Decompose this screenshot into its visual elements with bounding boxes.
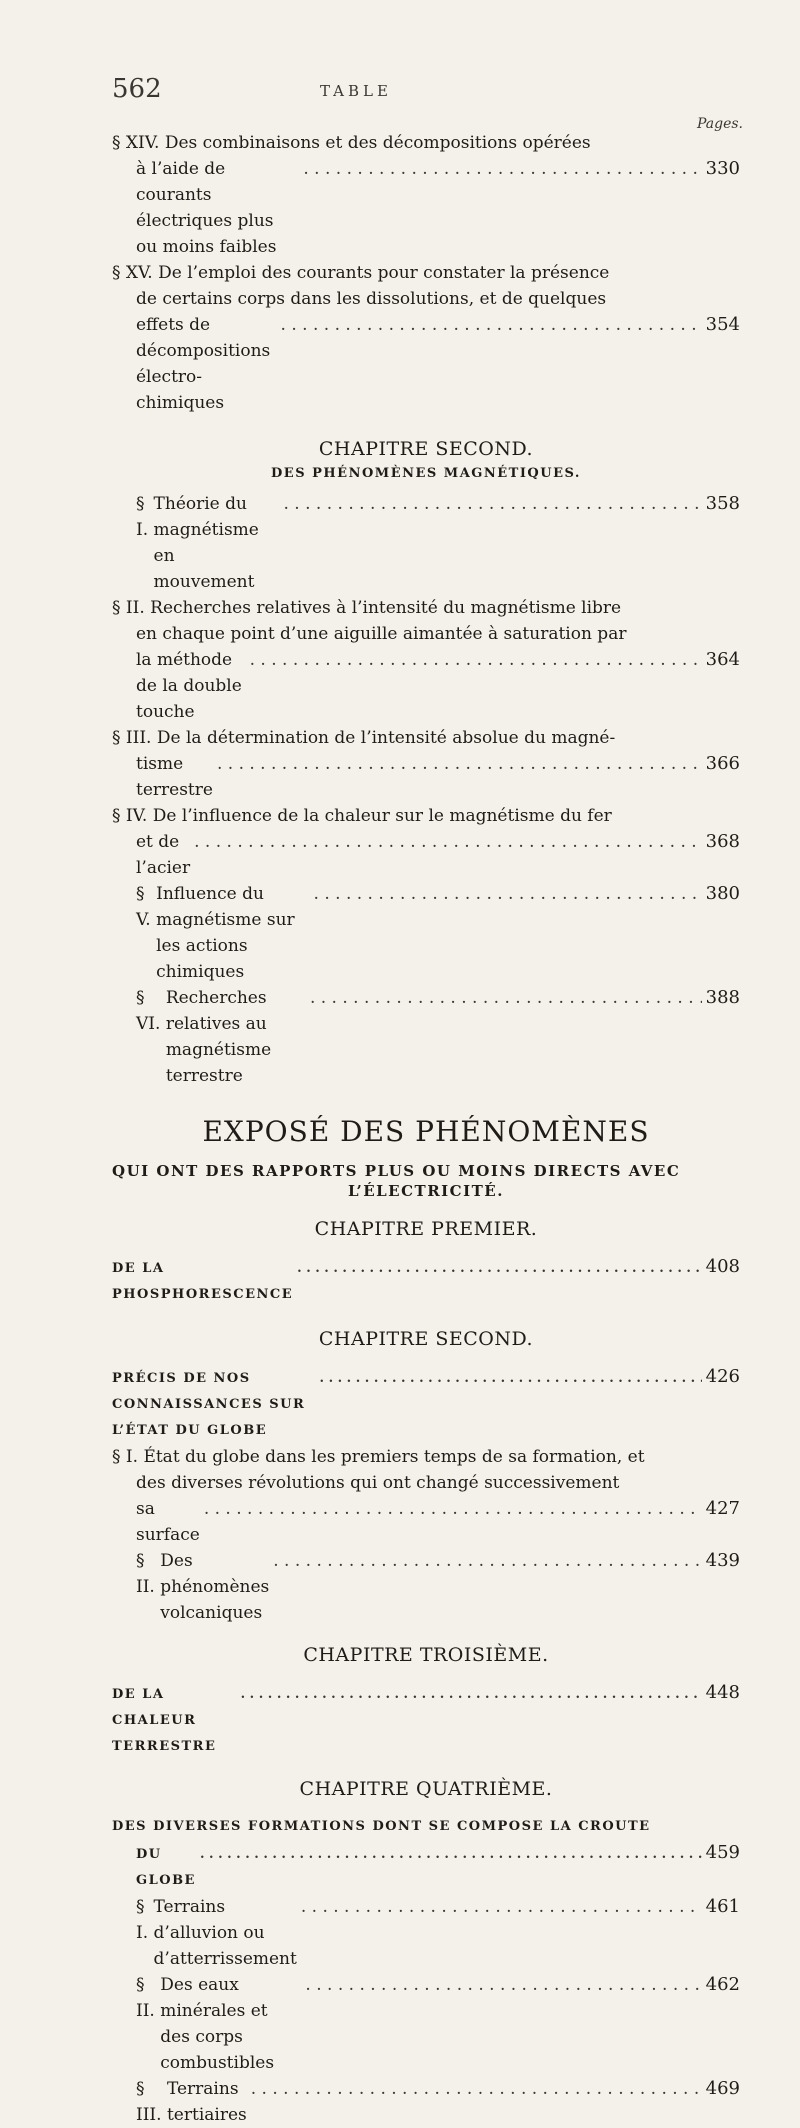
entry-text-line1: DES DIVERSES FORMATIONS DONT SE COMPOSE LA CROUTE bbox=[112, 1819, 651, 1834]
table-of-contents bbox=[112, 130, 740, 2128]
entry-text-cont: à l’aide de courants électriques plus ou moins faibles bbox=[136, 159, 277, 257]
leader-dots bbox=[281, 312, 702, 338]
leader-dots bbox=[320, 1366, 702, 1392]
entry-text: Recherches relatives à l’intensité du magnétisme libre bbox=[150, 598, 622, 618]
toc-entry bbox=[112, 881, 740, 985]
leader-dots bbox=[297, 1256, 702, 1282]
leader-dots bbox=[194, 829, 702, 855]
entry-text: Des eaux minérales et des corps combustibles bbox=[160, 1975, 275, 2073]
toc-entry bbox=[112, 491, 740, 595]
part-title: EXPOSÉ DES PHÉNOMÈNES bbox=[202, 1115, 650, 1148]
leader-dots bbox=[251, 2076, 702, 2102]
entry-text-cont2: des diverses révolutions qui ont changé successivement bbox=[136, 1473, 620, 1493]
toc-entry bbox=[112, 803, 740, 881]
entry-page: 358 bbox=[705, 493, 740, 514]
entry-text-cont: tisme terrestre bbox=[136, 754, 213, 800]
section-mark: § II. bbox=[112, 598, 145, 618]
entry-page: 427 bbox=[705, 1498, 740, 1519]
leader-dots bbox=[217, 751, 702, 777]
entry-text-cont: effets de décompositions électro-chimiques bbox=[136, 315, 271, 413]
toc-entry bbox=[112, 130, 740, 260]
leader-dots bbox=[283, 491, 701, 517]
section-mark: § VI. bbox=[136, 988, 161, 1034]
chapter-heading: CHAPITRE TROISIÈME. bbox=[303, 1644, 549, 1666]
leader-dots bbox=[200, 1842, 702, 1868]
pages-column-label: Pages. bbox=[696, 116, 743, 132]
entry-page: 364 bbox=[705, 649, 740, 670]
entry-text: DU GLOBE bbox=[136, 1847, 196, 1888]
entry-text-cont2: de certains corps dans les dissolutions, et de quelques bbox=[136, 289, 607, 309]
entry-text-cont: sa surface bbox=[136, 1499, 200, 1545]
entry-text: DE LA PHOSPHORESCENCE bbox=[112, 1261, 294, 1302]
entry-text: État du globe dans les premiers temps de sa formation, et bbox=[143, 1447, 645, 1467]
entry-text-cont2: en chaque point d’une aiguille aimantée à saturation par bbox=[136, 624, 627, 644]
chapter-heading: CHAPITRE PREMIER. bbox=[314, 1218, 538, 1240]
leader-dots bbox=[250, 647, 702, 673]
entry-text: De l’emploi des courants pour constater la présence bbox=[158, 263, 610, 283]
entry-text: Des phénomènes volcaniques bbox=[160, 1551, 270, 1623]
part-subtitle-line1: QUI ONT DES RAPPORTS PLUS OU MOINS DIRECTS AVEC bbox=[112, 1162, 681, 1180]
entry-page: 330 bbox=[705, 158, 740, 179]
chapter-subheading: DES PHÉNOMÈNES MAGNÉTIQUES. bbox=[271, 466, 581, 481]
entry-page: 469 bbox=[705, 2078, 740, 2099]
entry-page: 380 bbox=[705, 883, 740, 904]
entry-text: Des combinaisons et des décompositions opérées bbox=[164, 133, 591, 153]
entry-page: 448 bbox=[705, 1682, 740, 1703]
section-mark: § III. bbox=[112, 728, 152, 748]
entry-page: 461 bbox=[705, 1896, 740, 1917]
toc-entry bbox=[112, 1814, 740, 1894]
leader-dots bbox=[314, 881, 702, 907]
page-header bbox=[112, 74, 712, 114]
toc-entry bbox=[112, 1972, 740, 2076]
toc-entry bbox=[112, 2076, 740, 2128]
section-mark: § XV. bbox=[112, 263, 153, 283]
leader-dots bbox=[241, 1682, 702, 1708]
chapter-heading: CHAPITRE QUATRIÈME. bbox=[299, 1778, 553, 1800]
part-subtitle-line2: L’ÉLECTRICITÉ. bbox=[348, 1182, 504, 1200]
leader-dots bbox=[273, 1548, 701, 1574]
chapter-heading: CHAPITRE SECOND. bbox=[318, 438, 534, 460]
entry-text: De l’influence de la chaleur sur le magnétisme du fer bbox=[152, 806, 612, 826]
leader-dots bbox=[204, 1496, 702, 1522]
toc-entry bbox=[112, 1680, 740, 1760]
leader-dots bbox=[310, 985, 702, 1011]
entry-page: 439 bbox=[705, 1550, 740, 1571]
entry-text: De la détermination de l’intensité absolue du magné- bbox=[156, 728, 616, 748]
section-mark: § I. bbox=[112, 1447, 139, 1467]
toc-entry bbox=[112, 1548, 740, 1626]
section-mark: § IV. bbox=[112, 806, 148, 826]
entry-text: Terrains d’alluvion ou d’atterrissement bbox=[153, 1897, 297, 1969]
entry-text: DE LA CHALEUR TERRESTRE bbox=[112, 1687, 217, 1754]
section-mark: § II. bbox=[136, 1551, 155, 1597]
entry-text: PRÉCIS DE NOS CONNAISSANCES SUR L’ÉTAT DU GLOBE bbox=[112, 1371, 306, 1438]
leader-dots bbox=[305, 1972, 701, 1998]
toc-entry bbox=[112, 1894, 740, 1972]
toc-entry bbox=[112, 985, 740, 1089]
section-mark: § I. bbox=[136, 494, 149, 540]
entry-page: 368 bbox=[705, 831, 740, 852]
entry-text-cont: la méthode de la double touche bbox=[136, 650, 242, 722]
page-number: 562 bbox=[112, 74, 162, 104]
section-mark: § I. bbox=[136, 1897, 149, 1943]
entry-page: 354 bbox=[705, 314, 740, 335]
entry-page: 459 bbox=[705, 1842, 740, 1863]
section-mark: § V. bbox=[136, 884, 151, 930]
toc-entry bbox=[112, 260, 740, 416]
toc-entry bbox=[112, 1364, 740, 1444]
entry-page: 462 bbox=[705, 1974, 740, 1995]
section-mark: § III. bbox=[136, 2079, 162, 2125]
toc-entry bbox=[112, 1254, 740, 1308]
entry-page: 408 bbox=[705, 1256, 740, 1277]
section-mark: § II. bbox=[136, 1975, 155, 2021]
entry-page: 366 bbox=[705, 753, 740, 774]
running-title: TABLE bbox=[320, 82, 392, 100]
entry-text: Recherches relatives au magnétisme terrestre bbox=[165, 988, 272, 1086]
entry-text: Terrains tertiaires bbox=[166, 2079, 247, 2125]
leader-dots bbox=[301, 1894, 702, 1920]
section-mark: § XIV. bbox=[112, 133, 160, 153]
entry-page: 388 bbox=[705, 987, 740, 1008]
entry-page: 426 bbox=[705, 1366, 740, 1387]
chapter-heading: CHAPITRE SECOND. bbox=[318, 1328, 534, 1350]
toc-entry bbox=[112, 1444, 740, 1548]
toc-entry bbox=[112, 725, 740, 803]
entry-text: Théorie du magnétisme en mouvement bbox=[153, 494, 259, 592]
entry-text: Influence du magnétisme sur les actions chimiques bbox=[156, 884, 295, 982]
toc-entry bbox=[112, 595, 740, 725]
leader-dots bbox=[303, 156, 701, 182]
entry-text-cont: et de l’acier bbox=[136, 832, 191, 878]
